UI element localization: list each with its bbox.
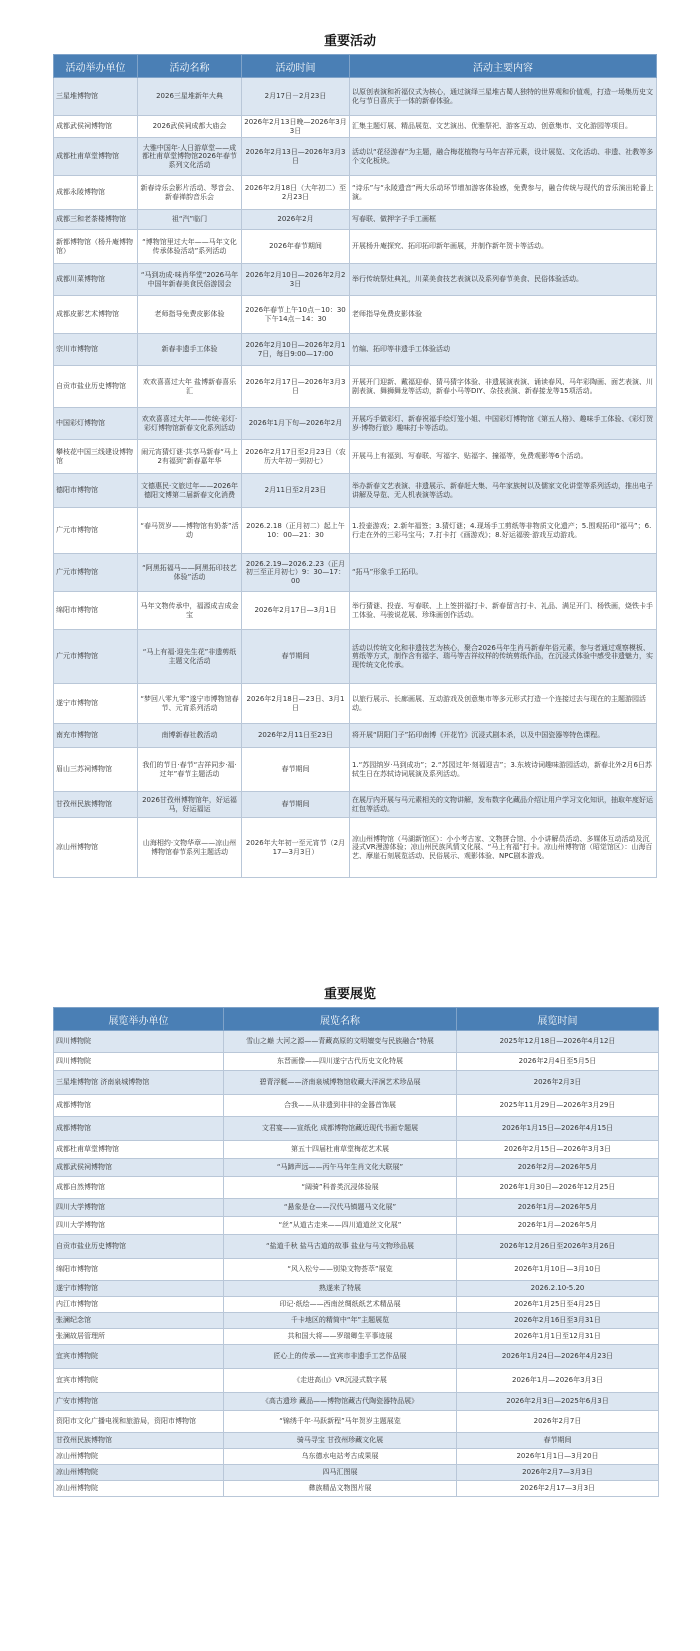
activity-row (54, 724, 657, 748)
exhibition-cell-time: 2026年2月4日至5月5日 (457, 1053, 659, 1071)
exhibition-cell-host: 广安市博物馆 (54, 1393, 224, 1411)
exhibition-row (54, 1433, 659, 1449)
activity-cell-name: 我们的节日·春节“吉祥同步·福·过年”春节主题活动 (138, 748, 242, 792)
activity-row (54, 138, 657, 176)
activity-cell-time: 2026年2月17日—3月1日 (242, 592, 350, 630)
activity-cell-content: 写春联、做押字子手工画框 (350, 210, 657, 230)
activities-header-content: 活动主要内容 (350, 55, 657, 78)
exhibition-cell-name: 印记·纸绘——西南丝绸纸纸艺术精品展 (224, 1297, 457, 1313)
exhibition-cell-host: 成都博物馆 (54, 1117, 224, 1141)
activity-cell-name: “梦回八零九零”遂宁市博物馆春节、元宵系列活动 (138, 684, 242, 724)
exhibition-cell-name: “阔骑”科普类沉浸体验展 (224, 1177, 457, 1199)
exhibition-cell-host: 成都自然博物馆 (54, 1177, 224, 1199)
activity-cell-time: 2026年2月17日至2月23日（农历大年初一到初七） (242, 440, 350, 474)
activity-row (54, 440, 657, 474)
exhibitions-header-row (54, 1008, 659, 1031)
activity-cell-content: 以旅行展示、长廊画展、互动游戏及创意集市等多元形式打造一个连接过去与现在的主题游园活动。 (350, 684, 657, 724)
activity-cell-host: 成都川菜博物馆 (54, 264, 138, 296)
activity-cell-name: 南博新春社教活动 (138, 724, 242, 748)
activity-cell-name: “博物馆里过大年——马年文化传承体验活动”系列活动 (138, 230, 242, 264)
exhibition-cell-host: 四川大学博物馆 (54, 1199, 224, 1217)
exhibition-cell-host: 张澜纪念馆 (54, 1313, 224, 1329)
activity-row (54, 508, 657, 554)
activity-row (54, 264, 657, 296)
activity-cell-host: 广元市博物馆 (54, 554, 138, 592)
activities-header-time: 活动时间 (242, 55, 350, 78)
activity-cell-host: 成都永陵博物馆 (54, 176, 138, 210)
exhibition-cell-name: “盐道千秋 盐马古道的故事 盐业与马文物珍品展 (224, 1235, 457, 1259)
activity-cell-time: 2月11日至2月23日 (242, 474, 350, 508)
exhibition-cell-host: 张澜故居管理所 (54, 1329, 224, 1345)
activity-cell-content: 开展巧手做彩灯、新春祝福手绘灯笼小姐、中国彩灯博物馆《第五人格》、趣味手工体验、《彩灯贺岁·博物行旅》趣味打卡等活动。 (350, 408, 657, 440)
exhibition-row (54, 1217, 659, 1235)
activity-row (54, 176, 657, 210)
exhibitions-header-host: 展览举办单位 (54, 1008, 224, 1031)
exhibition-row (54, 1297, 659, 1313)
exhibition-cell-time: 2026年2月15日—2026年3月3日 (457, 1141, 659, 1159)
exhibition-cell-name: 第五十四届杜甫草堂梅花艺术展 (224, 1141, 457, 1159)
activity-row (54, 630, 657, 684)
exhibition-cell-name: 四马汇图展 (224, 1465, 457, 1481)
exhibition-row (54, 1329, 659, 1345)
activity-cell-name: “马上有福·迎先生花”非遗剪纸主题文化活动 (138, 630, 242, 684)
activity-cell-content: 活动以“花径游春”为主题，融合梅花植物与马年吉祥元素，设计展览、文化活动、非遗、社教等多个文化板块。 (350, 138, 657, 176)
activity-cell-time: 2026年2月18日（大年初二）至2月23日 (242, 176, 350, 210)
exhibition-cell-host: 自贡市盐业历史博物馆 (54, 1235, 224, 1259)
activities-header-row (54, 55, 657, 78)
exhibitions-header-name: 展览名称 (224, 1008, 457, 1031)
exhibition-cell-name: 熟遂来了特展 (224, 1281, 457, 1297)
activity-row (54, 792, 657, 818)
activity-cell-host: 广元市博物馆 (54, 630, 138, 684)
activity-cell-content: 在展厅内开展与马元素相关的文物讲解，发布数字化藏品介绍让用户学习文化知识，抽取年度好运红包等活动。 (350, 792, 657, 818)
exhibition-row (54, 1235, 659, 1259)
exhibition-cell-name: 东晋画像——四川遂宁古代历史文化特展 (224, 1053, 457, 1071)
activity-cell-time: 春节期间 (242, 792, 350, 818)
activity-cell-content: 开展马上有福到、写春联、写福字、贴福字、撞福等，免费观影等6个活动。 (350, 440, 657, 474)
activities-table (53, 54, 657, 878)
exhibition-cell-name: 雪山之巅 大河之源——青藏高原的文明嬗变与民族融合”特展 (224, 1031, 457, 1053)
activities-header-host: 活动举办单位 (54, 55, 138, 78)
exhibition-cell-name: 碧青浮艇——济南泉城博物馆收藏大洋涧艺术珍品展 (224, 1071, 457, 1095)
exhibition-cell-time: 2025年12月18日—2026年4月12日 (457, 1031, 659, 1053)
activity-cell-name: “阿黑拓福马——阿黑拓印技艺体验”活动 (138, 554, 242, 592)
exhibition-cell-host: 凉山州博物院 (54, 1481, 224, 1497)
exhibition-cell-host: 四川博物院 (54, 1031, 224, 1053)
exhibition-cell-host: 成都武侯祠博物馆 (54, 1159, 224, 1177)
exhibition-row (54, 1369, 659, 1393)
exhibition-cell-host: 资阳市文化广播电视和旅游局，资阳市博物馆 (54, 1411, 224, 1433)
exhibition-cell-time: 2026年2月17—3月3日 (457, 1481, 659, 1497)
exhibition-cell-time: 2026年2月7—3月3日 (457, 1465, 659, 1481)
exhibition-cell-name: 千卡地区的精简中“年”主题展览 (224, 1313, 457, 1329)
activities-header-name: 活动名称 (138, 55, 242, 78)
activity-cell-host: 德阳市博物馆 (54, 474, 138, 508)
activity-cell-time: 春节期间 (242, 630, 350, 684)
exhibition-cell-name: “丝”从道古走来——四川道道丝文化展” (224, 1217, 457, 1235)
exhibition-row (54, 1281, 659, 1297)
activity-cell-time: 2026年2月11日至23日 (242, 724, 350, 748)
exhibition-cell-time: 2026年1月25日至4月25日 (457, 1297, 659, 1313)
activity-cell-name: 2026三星堆新年大典 (138, 78, 242, 116)
exhibition-cell-name: 彝族精品文物图片展 (224, 1481, 457, 1497)
activity-cell-time: 2026年2月10日—2026年2月23日 (242, 264, 350, 296)
exhibition-cell-host: 宜宾市博物院 (54, 1369, 224, 1393)
activity-cell-time: 2026.2.18（正月初二）起上午10：00—21：30 (242, 508, 350, 554)
exhibition-cell-host: 成都杜甫草堂博物馆 (54, 1141, 224, 1159)
activity-cell-time: 2026年2月13日晚—2026年3月3日 (242, 116, 350, 138)
activity-cell-host: 广元市博物馆 (54, 508, 138, 554)
activity-cell-name: 闹元宵猜灯谜·共享马新春“马上2有福到”新春嘉年华 (138, 440, 242, 474)
exhibition-row (54, 1095, 659, 1117)
activity-cell-time: 2026年1月下旬—2026年2月 (242, 408, 350, 440)
exhibitions-header-time: 展览时间 (457, 1008, 659, 1031)
activity-cell-content: “诗乐”与“永陵遗音”两大乐动环节增加游客体验感，免费参与，融合传统与现代的音乐演出轮番上演。 (350, 176, 657, 210)
exhibition-cell-time: 2026年1月15日—2026年4月15日 (457, 1117, 659, 1141)
exhibition-cell-host: 绵阳市博物馆 (54, 1259, 224, 1281)
activity-cell-content: 将开展“阴阳门子”拓印南博《开花竹》沉浸式剧本杀，以及中国瓷器等特色课程。 (350, 724, 657, 748)
exhibition-row (54, 1141, 659, 1159)
exhibition-cell-time: 2026.2.10-5.20 (457, 1281, 659, 1297)
activity-cell-host: 三星堆博物馆 (54, 78, 138, 116)
exhibition-cell-time: 2026年1月24日—2026年4月23日 (457, 1345, 659, 1369)
activity-row (54, 230, 657, 264)
exhibition-row (54, 1393, 659, 1411)
activity-cell-content: 开展杨升庵探究、拓印拓印新年画展，并制作新年贺卡等活动。 (350, 230, 657, 264)
exhibition-row (54, 1159, 659, 1177)
exhibition-cell-name: “锦绣千年·马跃新程”马年贺岁主题展览 (224, 1411, 457, 1433)
activity-cell-host: 南充市博物馆 (54, 724, 138, 748)
exhibition-cell-name: 《高古遗珍 藏品——博物馆藏古代陶瓷器特品展》 (224, 1393, 457, 1411)
activity-cell-time: 2026年2月 (242, 210, 350, 230)
exhibition-cell-time: 2025年11月29日—2026年3月29日 (457, 1095, 659, 1117)
activity-cell-name: 2026甘孜州博物馆年，好运福马，好运福运 (138, 792, 242, 818)
activity-cell-time: 2026年2月10日—2026年2月17日，每日9:00—17:00 (242, 334, 350, 366)
activity-cell-content: 活动以传统文化和非遗技艺为核心，聚合2026马年生肖马新春年俗元素，参与者通过观察模板、剪纸等方式，制作含有福字、瑞马等吉祥纹样的传统剪纸作品，在沉浸式体验中感受非遗魅力，实现传统文化传承。 (350, 630, 657, 684)
activity-row (54, 116, 657, 138)
activity-cell-name: “春马贺岁——博物馆有奶茶”活动 (138, 508, 242, 554)
activity-cell-content: 举行传统祭灶典礼，川菜美食技艺表演以及系列春节美食、民俗体验活动。 (350, 264, 657, 296)
activity-cell-host: 甘孜州民族博物馆 (54, 792, 138, 818)
activity-cell-host: 成都三和老茶楼博物馆 (54, 210, 138, 230)
exhibition-cell-name: 合我——从非遗到非非的金器首饰展 (224, 1095, 457, 1117)
exhibitions-title: 重要展览 (323, 987, 376, 1002)
activity-row (54, 408, 657, 440)
activity-cell-name: 山海相约·文物华章——凉山州博物馆春节系列主题活动 (138, 818, 242, 878)
activity-row (54, 684, 657, 724)
activity-cell-time: 2026年春节上午10点－10：30下午14点－14：30 (242, 296, 350, 334)
exhibition-cell-name: 匠心上的传承——宜宾市非遗手工艺作品展 (224, 1345, 457, 1369)
exhibition-cell-time: 2026年2月16日至3月31日 (457, 1313, 659, 1329)
activity-cell-content: “拓马”形象手工拓印。 (350, 554, 657, 592)
activity-cell-name: “马到功成·味肖华堂”2026马年中国年新春美食民俗游园会 (138, 264, 242, 296)
activities-title: 重要活动 (323, 34, 376, 49)
activity-cell-host: 宗川市博物馆 (54, 334, 138, 366)
exhibition-row (54, 1177, 659, 1199)
activity-cell-time: 2026年春节期间 (242, 230, 350, 264)
activity-cell-name: 欢欢喜喜过大年 盐博新春喜乐汇 (138, 366, 242, 408)
exhibition-cell-time: 春节期间 (457, 1433, 659, 1449)
exhibition-row (54, 1345, 659, 1369)
activity-cell-name: 2026武侯祠成都大庙会 (138, 116, 242, 138)
activity-cell-content: 举行猜谜、投壶、写春联、上上签拼福打卡、新春留言打卡、礼品、满足开门、杨铁画，烧铁卡手工体验、马骏说花展、珍珠画创作活动。 (350, 592, 657, 630)
exhibition-cell-name: 骑马寻宝 甘孜州珍藏文化展 (224, 1433, 457, 1449)
exhibition-cell-host: 四川大学博物馆 (54, 1217, 224, 1235)
activity-cell-time: 2月17日－2月23日 (242, 78, 350, 116)
exhibition-cell-time: 2026年1月—2026年3月3日 (457, 1369, 659, 1393)
activity-row (54, 474, 657, 508)
exhibition-row (54, 1411, 659, 1433)
exhibition-row (54, 1117, 659, 1141)
exhibition-row (54, 1031, 659, 1053)
activity-row (54, 296, 657, 334)
activity-cell-host: 成都杜甫草堂博物馆 (54, 138, 138, 176)
activity-cell-host: 成都武侯祠博物馆 (54, 116, 138, 138)
activity-row (54, 78, 657, 116)
activity-cell-time: 2026年2月17日—2026年3月3日 (242, 366, 350, 408)
activity-cell-content: 1.“苏园纳岁·马到成功”；2.“苏园过年·刻福迎吉”；3.东坡诗词趣味游园活动，新春北外2月6日苏轼生日在苏轼诗词展演及系列活动。 (350, 748, 657, 792)
exhibition-cell-time: 2026年1月1日—3月20日 (457, 1449, 659, 1465)
activity-cell-name: 新春非遗手工体验 (138, 334, 242, 366)
exhibition-cell-host: 甘孜州民族博物馆 (54, 1433, 224, 1449)
activity-cell-time: 2026年2月18日—23日、3月1日 (242, 684, 350, 724)
activity-cell-content: 举办新春文艺表演、非遗展示、新春赶大集、马年家族树以及儒家文化讲堂等系列活动，推出电子讲解及导览、无人机表演等活动。 (350, 474, 657, 508)
activity-cell-host: 眉山三苏祠博物馆 (54, 748, 138, 792)
exhibition-cell-time: 2026年2月7日 (457, 1411, 659, 1433)
activity-cell-name: 马年文物传承中，福源成吉成金宝 (138, 592, 242, 630)
activity-cell-time: 春节期间 (242, 748, 350, 792)
exhibition-cell-time: 2026年1月—2026年5月 (457, 1217, 659, 1235)
activity-cell-time: 2026年大年初一至元宵节（2月17—3月3日） (242, 818, 350, 878)
exhibition-cell-time: 2026年2月3日 (457, 1071, 659, 1095)
activity-row (54, 210, 657, 230)
exhibition-row (54, 1199, 659, 1217)
exhibition-cell-host: 三星堆博物馆 济南泉城博物馆 (54, 1071, 224, 1095)
activity-row (54, 334, 657, 366)
exhibition-cell-host: 四川博物院 (54, 1053, 224, 1071)
exhibition-cell-time: 2026年1月—2026年5月 (457, 1199, 659, 1217)
activity-cell-host: 自贡市盐业历史博物馆 (54, 366, 138, 408)
exhibition-row (54, 1313, 659, 1329)
activity-cell-name: 欢欢喜喜过大年——传统·彩灯·彩灯博物馆新春文化系列活动 (138, 408, 242, 440)
activity-cell-content: 竹编、拓印等非遗手工体验活动 (350, 334, 657, 366)
exhibition-cell-host: 凉山州博物院 (54, 1465, 224, 1481)
exhibition-cell-host: 遂宁市博物馆 (54, 1281, 224, 1297)
exhibition-cell-name: “悬象是仓——汉代马镇题马文化展” (224, 1199, 457, 1217)
activity-row (54, 592, 657, 630)
exhibition-cell-host: 凉山州博物院 (54, 1449, 224, 1465)
activity-cell-host: 新都博物馆（杨升庵博物馆） (54, 230, 138, 264)
activity-cell-content: 开展开门迎新、戴福迎春、猜马猜字体验、非遗展演表演、诵读春风、马年彩陶画、面艺表演、川剧表演、舞狮舞龙等活动，新春小马等DIY、杂技表演、新春接龙等15项活动。 (350, 366, 657, 408)
activity-cell-content: 老师指导免费皮影体验 (350, 296, 657, 334)
exhibition-cell-name: 文君宴——宣纸化 成都博物馆藏近现代书画专题展 (224, 1117, 457, 1141)
exhibition-cell-time: 2026年2月3日—2025年6月3日 (457, 1393, 659, 1411)
exhibition-cell-time: 2026年2月—2026年5月 (457, 1159, 659, 1177)
activity-cell-time: 2026年2月13日—2026年3月3日 (242, 138, 350, 176)
activity-cell-host: 攀枝花中国三线建设博物馆 (54, 440, 138, 474)
activity-cell-name: 祖“汽”临门 (138, 210, 242, 230)
exhibition-row (54, 1449, 659, 1465)
activity-cell-host: 绵阳市博物馆 (54, 592, 138, 630)
activity-cell-name: 大雅中国年·人日游草堂——成都杜甫草堂博物馆2026年春节系列文化活动 (138, 138, 242, 176)
exhibition-cell-time: 2026年1月1日至12月31日 (457, 1329, 659, 1345)
exhibition-cell-time: 2026年12月26日至2026年3月26日 (457, 1235, 659, 1259)
exhibition-cell-time: 2026年1月30日—2026年12月25日 (457, 1177, 659, 1199)
exhibition-cell-name: 共和国大将——罗瑞卿生平事迹展 (224, 1329, 457, 1345)
exhibition-cell-name: “风入松兮——别染文物荟萃”展览 (224, 1259, 457, 1281)
activity-cell-content: 汇集主题灯展、精品展览、文艺演出、优雅祭祀、游客互动、创意集市、文化游园等项目。 (350, 116, 657, 138)
exhibition-cell-host: 宜宾市博物院 (54, 1345, 224, 1369)
exhibition-cell-name: 乌东德水电站考古成果展 (224, 1449, 457, 1465)
activity-row (54, 554, 657, 592)
activity-cell-host: 中国彩灯博物馆 (54, 408, 138, 440)
exhibition-cell-name: “马蹄声远——丙午马年生肖文化大联展” (224, 1159, 457, 1177)
activity-cell-name: 文德惠民·文旅过年——2026年德阳文博第二届新春文化消费 (138, 474, 242, 508)
activity-row (54, 366, 657, 408)
activity-cell-content: 凉山州博物馆（马湖新馆区）：小小考古家、文物拼合馆、小小讲解员活动、多媒体互动活动及沉浸式VR漫游体验；凉山州民族风情文化展、“马上有福”打卡。凉山州博物馆（昭觉馆区）：山海百艺、摩崖石刻展览活动、民俗展示、观影体验、NPC剧本游戏。 (350, 818, 657, 878)
exhibition-cell-time: 2026年1月10日—3月10日 (457, 1259, 659, 1281)
activity-cell-host: 凉山州博物馆 (54, 818, 138, 878)
activity-cell-content: 以原创表演和祈福仪式为核心，通过演绎三星堆古蜀人独特的世界观和价值观，打造一场集历史文化与节日喜庆于一体的新春体验。 (350, 78, 657, 116)
activity-row (54, 748, 657, 792)
activity-cell-name: 老师指导免费皮影体验 (138, 296, 242, 334)
exhibition-cell-host: 内江市博物馆 (54, 1297, 224, 1313)
activity-cell-host: 遂宁市博物馆 (54, 684, 138, 724)
exhibition-cell-host: 成都博物馆 (54, 1095, 224, 1117)
activity-cell-content: 1.投壶游戏；2.新年福签；3.猜灯谜；4.现场手工剪纸等非物质文化遗产；5.围观拓印“福马”；6.行走在外的三彩马宝马；7.打卡打《画游戏》；8.好运福骏·游戏互动游戏。 (350, 508, 657, 554)
exhibitions-table (53, 1007, 659, 1497)
exhibition-row (54, 1259, 659, 1281)
activity-cell-name: 新春诗乐会影片活动、琴音会、新春禅韵音乐会 (138, 176, 242, 210)
activity-cell-time: 2026.2.19—2026.2.23（正月初三至正月初七）9：30—17：00 (242, 554, 350, 592)
activity-row (54, 818, 657, 878)
exhibition-row (54, 1481, 659, 1497)
activity-cell-host: 成都皮影艺术博物馆 (54, 296, 138, 334)
exhibition-row (54, 1071, 659, 1095)
exhibition-row (54, 1053, 659, 1071)
exhibition-row (54, 1465, 659, 1481)
exhibition-cell-name: 《走进高山》VR沉浸式数字展 (224, 1369, 457, 1393)
